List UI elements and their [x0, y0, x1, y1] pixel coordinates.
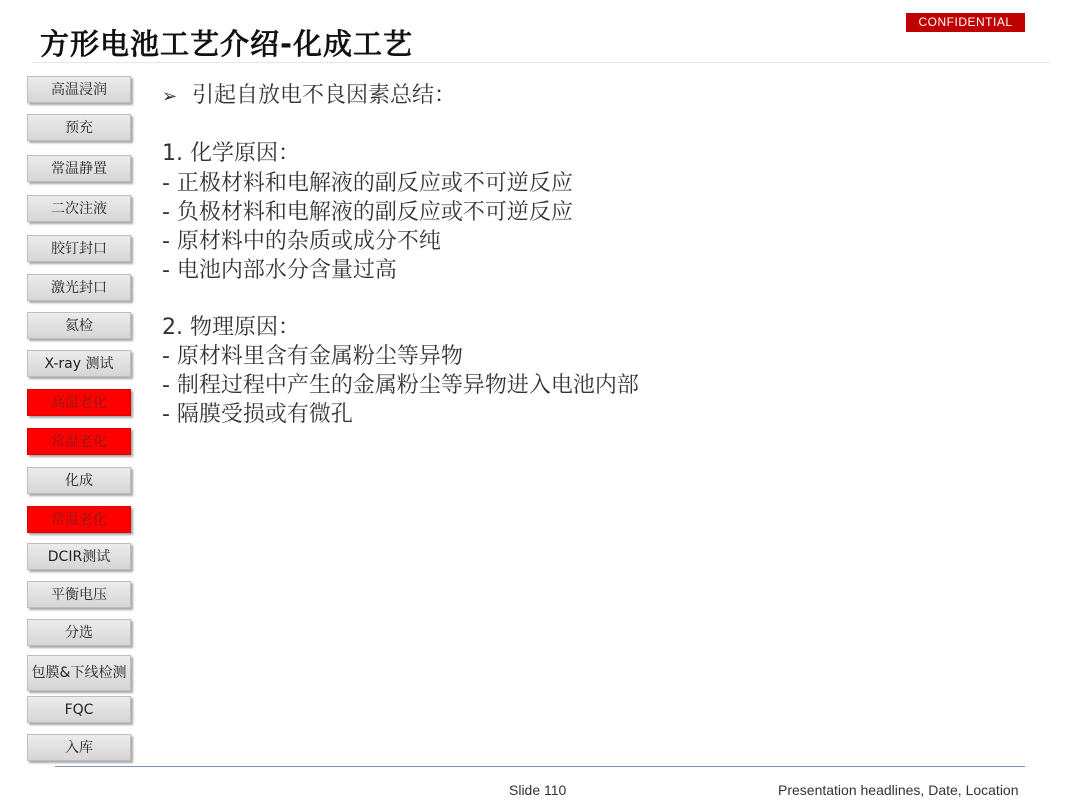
sidebar-item-room-temp-aging-1[interactable]: 常温老化 — [27, 428, 131, 455]
list-item: - 隔膜受损或有微孔 — [162, 402, 353, 427]
sidebar-item-room-temp-rest[interactable]: 常温静置 — [27, 155, 131, 182]
list-item: - 负极材料和电解液的副反应或不可逆反应 — [162, 200, 573, 225]
sidebar-item-room-temp-aging-2[interactable]: 常温老化 — [27, 506, 131, 533]
page-title: 方形电池工艺介绍-化成工艺 — [40, 27, 414, 61]
summary-heading: 引起自放电不良因素总结： — [192, 83, 457, 108]
summary-heading-row — [162, 78, 456, 109]
title-divider — [32, 62, 1050, 63]
footer-divider — [55, 766, 1025, 767]
sidebar-item-xray-test[interactable]: X-ray 测试 — [27, 350, 131, 377]
sidebar-item-precharge[interactable]: 预充 — [27, 114, 131, 141]
sidebar-item-high-temp-aging[interactable]: 高温老化 — [27, 389, 131, 416]
section-physical-title: 2. 物理原因： — [162, 315, 300, 340]
sidebar-item-fqc[interactable]: FQC — [27, 696, 131, 723]
slide-number: Slide 110 — [509, 782, 567, 798]
sidebar-item-formation[interactable]: 化成 — [27, 467, 131, 494]
sidebar-item-balance-voltage[interactable]: 平衡电压 — [27, 581, 131, 608]
section-chemical-title: 1. 化学原因： — [162, 141, 300, 166]
sidebar-item-helium-check[interactable]: 氦检 — [27, 312, 131, 339]
list-item: - 原材料里含有金属粉尘等异物 — [162, 344, 463, 369]
sidebar-item-warehousing[interactable]: 入库 — [27, 734, 131, 761]
sidebar-item-sorting[interactable]: 分选 — [27, 619, 131, 646]
sidebar-item-second-injection[interactable]: 二次注液 — [27, 195, 131, 222]
list-item: - 原材料中的杂质或成分不纯 — [162, 229, 441, 254]
arrow-bullet-icon: ➢ — [162, 86, 178, 107]
sidebar-item-rubber-nail-seal[interactable]: 胶钉封口 — [27, 235, 131, 262]
footer-info: Presentation headlines, Date, Location — [778, 782, 1019, 798]
confidential-badge: CONFIDENTIAL — [906, 13, 1025, 32]
sidebar-item-dcir-test[interactable]: DCIR测试 — [27, 543, 131, 570]
list-item: - 制程过程中产生的金属粉尘等异物进入电池内部 — [162, 373, 639, 398]
sidebar-item-wrap-offline-check[interactable]: 包膜&下线检测 — [27, 655, 131, 691]
sidebar-item-high-temp-soak[interactable]: 高温浸润 — [27, 76, 131, 103]
list-item: - 电池内部水分含量过高 — [162, 258, 397, 283]
list-item: - 正极材料和电解液的副反应或不可逆反应 — [162, 171, 573, 196]
sidebar-item-laser-seal[interactable]: 激光封口 — [27, 274, 131, 301]
